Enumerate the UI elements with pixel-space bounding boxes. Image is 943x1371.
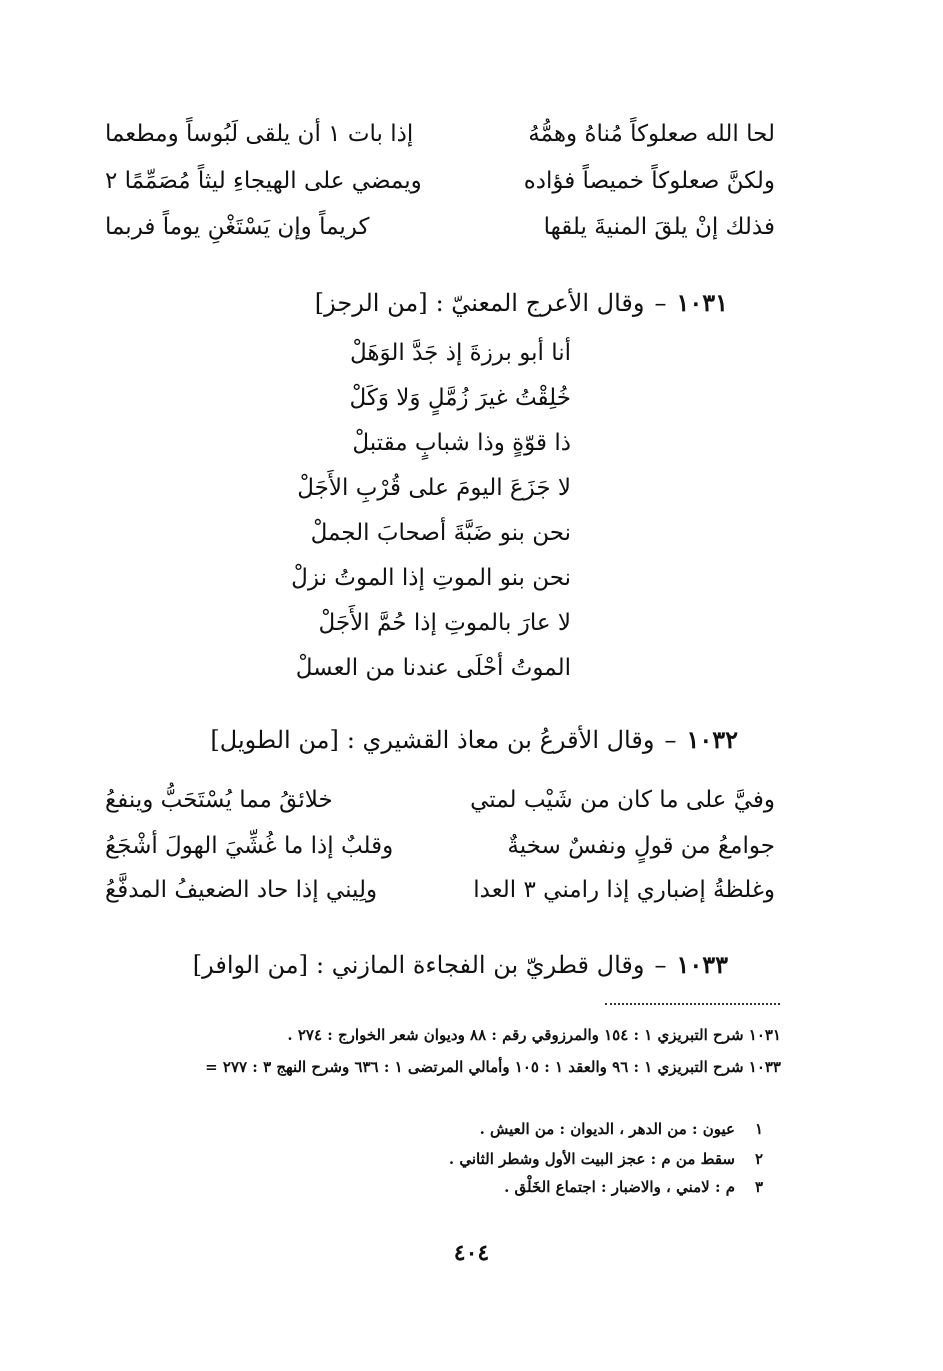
rajaz-line: نحن بنو الموتِ إذا الموتُ نزلْ: [291, 565, 571, 591]
first-hemistich: جوامعُ من قولٍ ونفسٌ سخيةٌ: [507, 833, 775, 859]
entry-heading-1033: [193, 950, 728, 979]
first-hemistich: لحا الله صعلوكاً مُناهُ وهمُّهُ: [528, 121, 775, 147]
footnote-text: م : لامني ، والاضبار : اجتماع الخَلْق .: [504, 1178, 735, 1196]
entry-dash: –: [654, 289, 667, 317]
footnote-number: ١: [754, 1120, 763, 1138]
rajaz-line: لا عارَ بالموتِ إذا حُمَّ الأَجَلْ: [318, 610, 571, 636]
second-hemistich: وقلبٌ إذا ما غُشِّيَ الهولَ أشْجَعُ: [105, 833, 394, 859]
poem-couplet: [105, 114, 775, 154]
entry-number: ١٠٣٢: [686, 725, 738, 754]
footnote-number: ٢: [754, 1150, 763, 1168]
entry-title: وقال الأعرج المعنيّ :: [435, 289, 645, 317]
second-hemistich: خلائقُ مما يُسْتَحَبُّ وينفعُ: [105, 787, 333, 813]
rajaz-line: لا جَزَعَ اليومَ على قُرْبِ الأَجَلْ: [297, 475, 571, 501]
first-hemistich: فذلك إنْ يلقَ المنيةَ يلقها: [543, 214, 775, 240]
rajaz-line: ذا قوّةٍ وذا شبابٍ مقتبلْ: [352, 430, 571, 456]
footnote-text: سقط من م : عجز البيت الأول وشطر الثاني .: [448, 1150, 735, 1168]
entry-meter: [من الوافر]: [192, 951, 309, 979]
entry-dash: –: [664, 726, 677, 754]
poem-couplet: [105, 207, 775, 247]
second-hemistich: ولِيني إذا حاد الضعيفُ المدفَّعُ: [105, 877, 378, 903]
entry-dash: –: [654, 951, 667, 979]
entry-number: ١٠٣١: [676, 288, 728, 317]
second-hemistich: ويمضي على الهيجاءِ ليثاً مُصَمِّمًا ٢: [105, 168, 422, 194]
rajaz-line: الموتُ أحْلَى عندنا من العسلْ: [295, 655, 571, 681]
footnote: [449, 1150, 763, 1168]
second-hemistich: إذا بات ١ أن يلقى لَبُوساً ومطعما: [105, 121, 414, 147]
entry-heading-1031: [315, 288, 728, 317]
entry-meter: [من الرجز]: [314, 289, 428, 317]
entry-meter: [من الطويل]: [210, 726, 339, 754]
footnote-text: عيون : من الدهر ، الديوان : من العيش .: [479, 1120, 735, 1138]
footnote-number: ٣: [754, 1178, 763, 1196]
entry-title: وقال قطريّ بن الفجاءة المازني :: [316, 951, 645, 979]
poem-couplet: [105, 826, 775, 866]
second-hemistich: كريماً وإن يَسْتَغْنِ يوماً فربما: [105, 214, 370, 240]
first-hemistich: وفيَّ على ما كان من شَيْب لمتي: [470, 787, 775, 813]
entry-heading-1032: [210, 725, 738, 754]
rajaz-line: خُلِقْتُ غيرَ زُمَّلٍ وَلا وَكَلْ: [349, 385, 571, 411]
footnote: [504, 1178, 763, 1196]
entry-number: ١٠٣٣: [676, 950, 728, 979]
footnote-separator: [605, 1003, 780, 1005]
rajaz-line: أنا أبو برزةَ إذ جَدَّ الوَهَلْ: [349, 340, 571, 366]
poem-couplet: [105, 161, 775, 201]
source-note: ١٠٣١ شرح التبريزي ١ : ١٥٤ والمرزوقي رقم : ٨٨ وديوان شعر الخوارج : ٢٧٤ .: [287, 1026, 781, 1044]
source-note: ١٠٣٣ شرح التبريزي ١ : ٩٦ والعقد ١ : ١٠٥ وأمالي المرتضى ١ : ٦٣٦ وشرح النهج ٣ : ٢٧٧ =: [205, 1058, 781, 1076]
first-hemistich: وغلظةُ إضباري إذا رامني ٣ العدا: [473, 877, 775, 903]
page-number: ٤٠٤: [453, 1240, 490, 1266]
poem-couplet: [105, 870, 775, 910]
poem-couplet: [105, 780, 775, 820]
footnote: [480, 1120, 763, 1138]
rajaz-line: نحن بنو ضَبَّةَ أصحابَ الجملْ: [310, 520, 571, 546]
entry-title: وقال الأقرعُ بن معاذ القشيري :: [346, 726, 655, 754]
first-hemistich: ولكنَّ صعلوكاً خميصاً فؤاده: [523, 168, 775, 194]
